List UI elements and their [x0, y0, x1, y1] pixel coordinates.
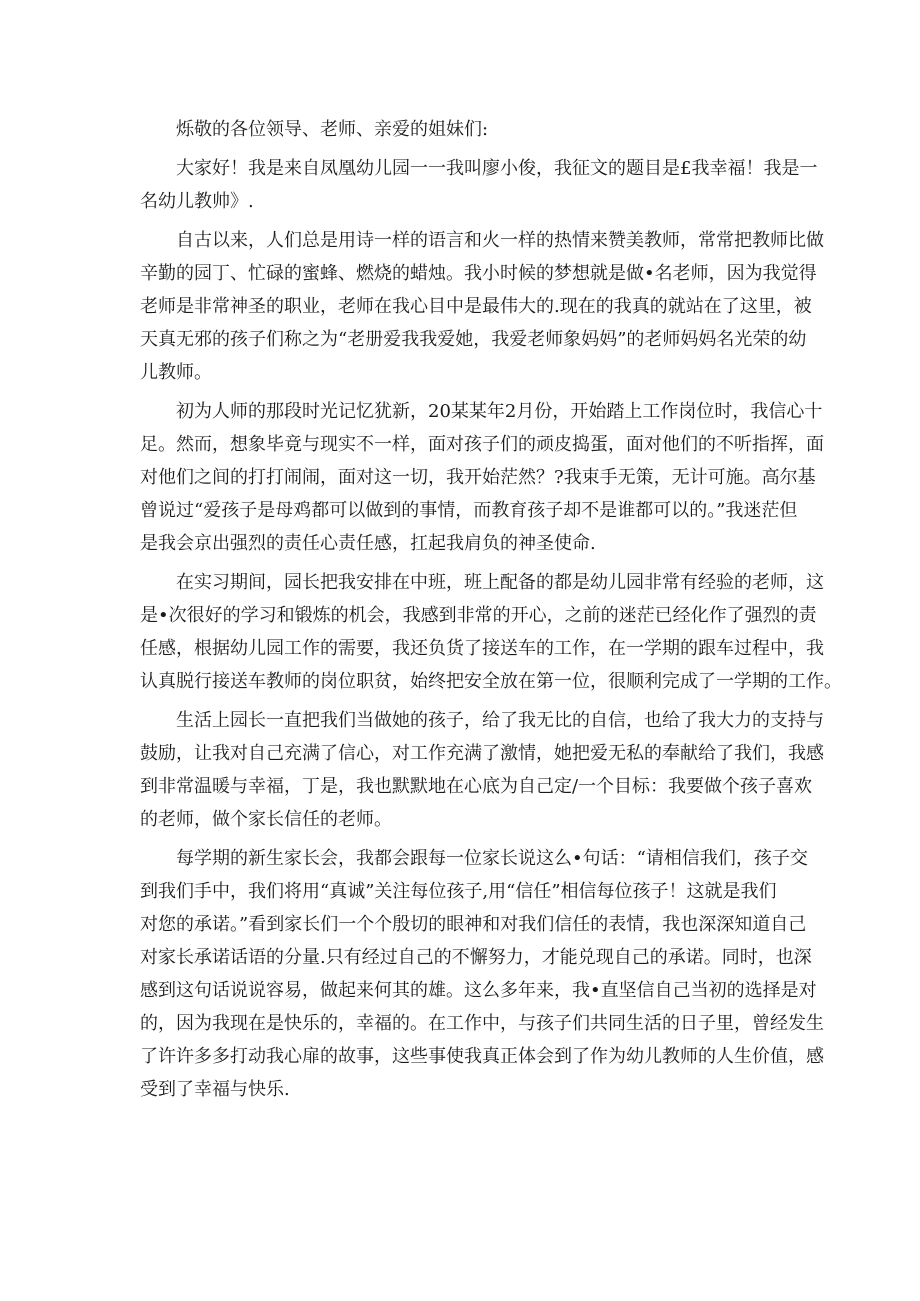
paragraph-line: 曾说过“爱孩子是母鸡都可以做到的事情，而教育孩子却不是谁都可以的。”我迷茫但	[140, 500, 798, 521]
paragraph-line: 的老师，做个家长信任的老师。	[140, 809, 392, 830]
paragraph	[140, 566, 842, 698]
paragraph-line: 认真脱行接送车教师的岗位职贫，始终把安全放在第一位，很顺利完成了一学期的工作。	[140, 671, 842, 692]
paragraph-line: 大家好！我是来自凤凰幼儿园一一我叫廖小俊，我征文的题目是£我幸福！我是一	[176, 158, 818, 179]
paragraph-line: 是我会京出强烈的责任心责任感，扛起我肩负的神圣使命.	[140, 533, 596, 554]
paragraph-gap	[140, 1106, 785, 1112]
paragraph	[140, 842, 824, 1106]
paragraph-line: 名幼儿教帅》.	[140, 191, 254, 212]
paragraph	[140, 395, 824, 560]
paragraph	[140, 704, 824, 836]
paragraph-line: 每学期的新生家长会，我都会跟每一位家长说这么•句话：“请相信我们，孩子交	[176, 848, 808, 869]
paragraph-line: 对家长承诺话语的分量.只有经过自己的不懈努力，才能兑现自己的承诺。同时，也深	[140, 947, 812, 968]
paragraph-line: 任感，根据幼儿园工作的需要，我还负货了接送车的工作，在一学期的跟车过程中，我	[140, 638, 824, 659]
paragraph-line: 了许许多多打动我心扉的故事，这些事使我真正体会到了作为幼儿教师的人生价值，感	[140, 1046, 824, 1067]
paragraph-line: 儿教师。	[140, 362, 212, 383]
paragraph-line: 是•次很好的学习和锻炼的机会，我感到非常的开心，之前的迷茫已经化作了强烈的责	[140, 605, 817, 626]
paragraph-list	[140, 152, 842, 1112]
paragraph-line: 老师是非常神圣的职业，老师在我心目中是最伟大的.现在的我真的就站在了这里，被	[140, 296, 812, 317]
paragraph	[140, 152, 818, 218]
paragraph-line: 生活上园长一直把我们当做她的孩子，给了我无比的自信，也给了我大力的支持与	[176, 710, 824, 731]
paragraph-line: 自古以来，人们总是用诗一样的语言和火一样的热情来赞美教师，常常把教师比做	[176, 230, 824, 251]
paragraph-line: 足。然而，想象毕竟与现实不一样，面对孩子们的顽皮捣蛋，面对他们的不听指挥，面	[140, 434, 824, 455]
paragraph	[140, 224, 824, 389]
greeting-line: 烁敬的各位领导、老师、亲爱的姐妹们:	[176, 119, 489, 140]
paragraph-line: 对他们之间的打打闹闹，面对这一切，我开始茫然？?我束手无策，无计可施。高尔基	[140, 467, 816, 488]
paragraph-line: 辛勤的园丁、忙碌的蜜蜂、燃烧的蜡烛。我小时候的梦想就是做•名老师，因为我觉得	[140, 263, 817, 284]
paragraph-line: 受到了幸福与快乐.	[140, 1079, 290, 1100]
paragraph-line: 到我们手中，我们将用“真诚”关注每位孩子,用“信任”相信每位孩子！这就是我们	[140, 881, 777, 902]
paragraph-line: 在实习期间，园长把我安排在中班，班上配备的都是幼儿园非常有经验的老师，这	[176, 572, 824, 593]
paragraph-line: 感到这句话说说容易，做起来何其的雄。这么多年来，我•直坚信自己当初的选择是对	[140, 980, 817, 1001]
paragraph-line: 鼓励，让我对自己充满了信心，对工作充满了激情，她把爱无私的奉献给了我们，我感	[140, 743, 824, 764]
paragraph-line: 天真无邪的孩子们称之为“老册爱我我爱她，我爱老师象妈妈”的老师妈妈名光荣的幼	[140, 329, 807, 350]
paragraph-line: 对您的承诺。”看到家长们一个个殷切的眼神和对我们信任的表情，我也深深知道自己	[140, 914, 807, 935]
paragraph-line: 初为人师的那段时光记忆犹新，20某某年2月份，开始踏上工作岗位时，我信心十	[176, 401, 823, 422]
paragraph-line: 的，因为我现在是快乐的，幸福的。在工作中，与孩子们共同生活的日子里，曾经发生	[140, 1013, 824, 1034]
paragraph-line: 到非常温暖与幸福，丁是，我也默默地在心底为自己定/一个目标：我要做个孩子喜欢	[140, 776, 813, 797]
document-body	[140, 113, 842, 1112]
